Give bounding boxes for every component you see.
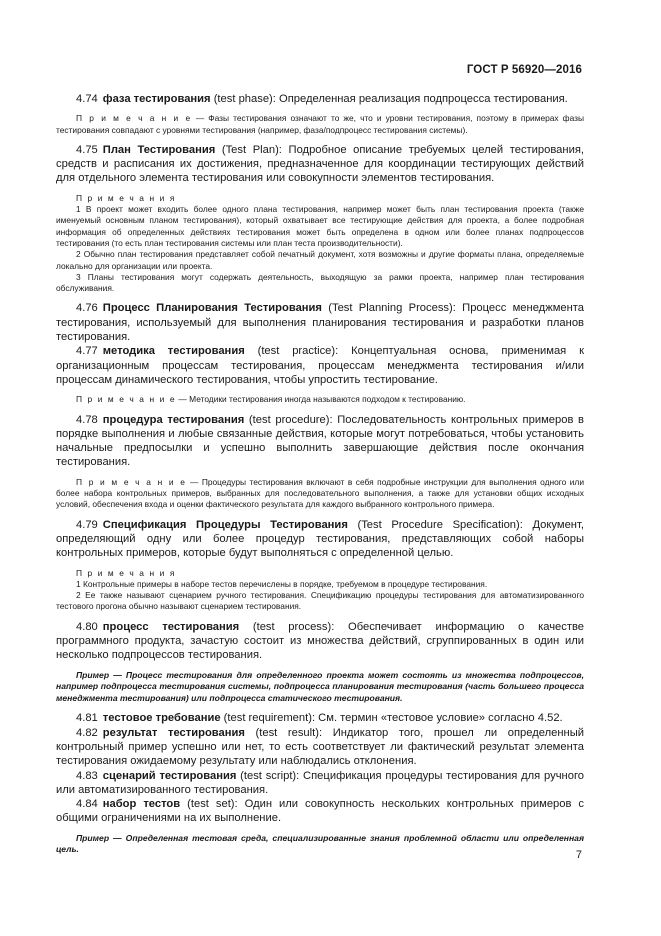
entry-number: 4.83 <box>76 769 98 782</box>
entry-number: 4.80 <box>76 620 98 633</box>
term-name: результат тестирования <box>102 726 245 739</box>
document-body <box>56 92 584 856</box>
term-definition: (test requirement): См. термин «тестовое условие» согласно 4.52. <box>220 712 563 725</box>
term-definition: (test procedure): Последовательность контрольных примеров в порядке выполнения и любые связанные действия, которые могут потребоваться, чтобы установить начальные предпосылки и успешно выполнить завершающие действия после окончания тестирования. <box>56 413 584 469</box>
entry-number: 4.82 <box>76 726 98 739</box>
entry-number: 4.77 <box>76 345 98 358</box>
term-definition: (Test Planning Process): Процесс менеджмента тестирования, используемый для выполнения планирования тестирования и разработки планов тестирования. <box>56 302 585 344</box>
term-name: фаза тестирования <box>102 93 211 105</box>
term-entry-4-78 <box>56 413 584 470</box>
note-4-78 <box>56 477 584 511</box>
entry-number: 4.81 <box>76 712 98 725</box>
term-name: методика тестирования <box>102 345 245 358</box>
entry-number: 4.79 <box>76 518 98 531</box>
entry-number: 4.75 <box>76 143 98 156</box>
note-4-75-1: 1 В проект может входить более одного плана тестирования, например может быть план тестирования проекта (также именуемый основным планом тестирования), который охватывает все тестирующие действия для проекта, а более подробная информация об определенных действиях тестирования может быть определена в одном или более планах подпроцессов тестирования (то есть план тестирования системы или план теста производительности). <box>56 204 584 248</box>
note-4-77 <box>56 394 584 405</box>
notes-title: П р и м е ч а н и я <box>76 567 176 578</box>
term-entry-4-79 <box>56 518 584 561</box>
term-entry-4-77 <box>56 344 584 387</box>
note-label: П р и м е ч а н и е <box>76 476 187 487</box>
note-4-75-3: 3 Планы тестирования могут содержать деятельность, выходящую за рамки проекта, например план тестирования обслуживания. <box>56 271 584 294</box>
note-4-79-1: 1 Контрольные примеры в наборе тестов перечислены в порядке, требуемом в процедуре тестирования. <box>76 578 488 589</box>
note-4-74 <box>56 113 584 136</box>
term-name: сценарий тестирования <box>102 769 237 782</box>
term-entry-4-80 <box>56 620 584 663</box>
note-text: — Фазы тестирования означают то же, что и уровни тестирования, поэтому в примерах фазы тестирования совпадают с уровнями тестирования (например, фаза/подпроцесс тестирования системы). <box>56 113 584 135</box>
note-4-75-2: 2 Обычно план тестирования представляет собой печатный документ, хотя возможны и другие форматы плана, определяемые локально для организации или проекта. <box>56 249 584 271</box>
term-name: Спецификация Процедуры Тестирования <box>102 518 348 531</box>
term-definition: (test script): Спецификация процедуры тестирования для ручного или автоматизированного тестирования. <box>56 769 584 796</box>
note-label: П р и м е ч а н и е <box>76 113 192 124</box>
note-4-79-2: 2 Ее также называют сценарием ручного тестирования. Спецификацию процедуры тестирования для автоматизированного тестового прогона обычно называют сценарием тестирования. <box>56 590 584 612</box>
term-definition: (test phase): Определенная реализация подпроцесса тестирования. <box>210 93 568 105</box>
example-4-84: Пример — Определенная тестовая среда, специализированные знания проблемной области или определенная цель. <box>56 832 584 855</box>
entry-number: 4.74 <box>76 93 98 105</box>
term-entry-4-81 <box>56 711 584 725</box>
entry-number: 4.76 <box>76 302 98 315</box>
notes-title: П р и м е ч а н и я <box>76 192 176 203</box>
term-definition: (test result): Индикатор того, прошел ли определенный контрольный пример успешно или нет, то есть соответствует ли фактический результат элемента тестирования ожидаемому результату или наблюдались отклонения. <box>56 726 584 768</box>
term-entry-4-74 <box>56 92 584 106</box>
term-definition: (test set): Один или совокупность нескольких контрольных примеров с общими ограничениями на их выполнение. <box>56 798 585 825</box>
note-label: П р и м е ч а н и е <box>76 394 177 405</box>
term-definition: (Test Plan): Подробное описание требуемых целей тестирования, средств и расписания их достижения, предназначенное для координации тестирующих действий для отдельного элемента тестирования или совокупности элементов тестирования. <box>56 143 584 185</box>
term-name: План Тестирования <box>102 143 216 156</box>
document-header: ГОСТ Р 56920—2016 <box>466 64 582 76</box>
term-name: набор тестов <box>102 798 181 811</box>
entry-number: 4.78 <box>76 413 98 426</box>
note-text: — Процедуры тестирования включают в себя подробные инструкции для выполнения одного или более набора контрольных примеров, выбранных для последовательного выполнения, а также для установки общих исходных условий, обеспечения входа и оценки фактического результата для каждого выбранного контрольного примера. <box>56 476 584 510</box>
term-entry-4-82 <box>56 726 584 769</box>
term-name: процесс тестирования <box>102 620 240 633</box>
term-name: тестовое требование <box>102 712 221 725</box>
term-entry-4-83 <box>56 769 584 798</box>
page-number: 7 <box>575 849 582 861</box>
entry-number: 4.84 <box>76 798 98 811</box>
term-definition: (Test Procedure Specification): Документ, определяющий одну или более процедур тестирования, представляющих собой наборы контрольных примеров, которые будут выполняться с определенной целью. <box>56 518 584 560</box>
note-text: — Методики тестирования иногда называются подходом к тестированию. <box>176 394 466 405</box>
term-definition: (test practice): Концептуальная основа, применимая к организационным процессам тестирования, процессам менеджмента тестирования и/или процессам динамического тестирования, чтобы упростить тестирование. <box>56 345 584 386</box>
term-name: Процесс Планирования Тестирования <box>102 302 322 315</box>
term-entry-4-84 <box>56 797 584 826</box>
term-entry-4-76 <box>56 301 584 344</box>
example-4-80: Пример — Процесс тестирования для определенного проекта может состоять из множества подпроцессов, например подпроцесса тестирования системы, подпроцесса планирования тестирования (часть большего процесса менеджмента тестирования) или подпроцесса статического тестирования. <box>56 669 584 703</box>
term-definition: (test process): Обеспечивает информацию о качестве программного продукта, зачастую состоит из множества действий, сгруппированных в один или несколько подпроцессов тестирования. <box>56 620 585 662</box>
term-entry-4-75 <box>56 143 584 186</box>
term-name: процедура тестирования <box>102 413 245 426</box>
